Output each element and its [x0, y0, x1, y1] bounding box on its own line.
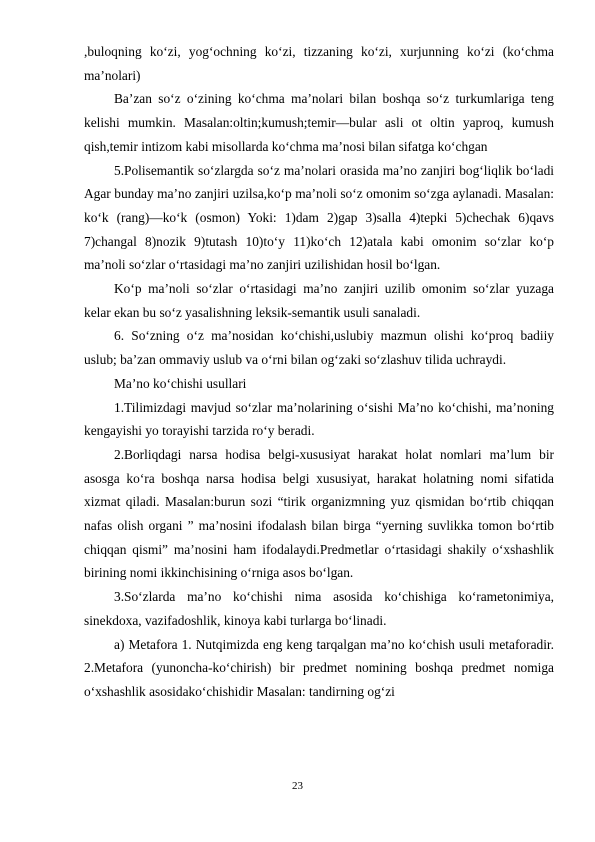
paragraph-4: Ko‘p ma’noli so‘zlar o‘rtasidagi ma’no zanjiri uzilib omonim so‘zlar yuzaga kelar ekan bu so‘z yasalishning leksik-semantik usuli sanaladi.	[84, 281, 554, 320]
page-number: 23	[292, 780, 303, 792]
section-heading: Ma’no ko‘chishi usullari	[114, 375, 247, 391]
paragraph-3: 5.Polisemantik so‘zlargda so‘z ma’nolari orasida ma’no zanjiri bog‘liqlik bo‘ladi Agar bunday ma’no zanjiri uzilsa,ko‘p ma’noli so‘z omonim so‘zga aylanadi. Masalan: ko‘k (rang)—ko‘k (osmon) Yoki: 1)dam 2)gap 3)salla 4)tepki 5)chechak 6)qavs 7)changal 8)nozik 9)tutash 10)to‘y 11)ko‘ch 12)atala kabi omonim so‘zlar ko‘p ma’noli so‘zlar o‘rtasidagi ma’no zanjiri uzilishidan hosil bo‘lgan.	[84, 162, 554, 273]
document-body	[84, 40, 554, 704]
paragraph-1: ,buloqning ko‘zi, yog‘ochning ko‘zi, tizzaning ko‘zi, xurjunning ko‘zi (ko‘chma ma’nolari)	[84, 44, 554, 83]
paragraph-5: 6. So‘zning o‘z ma’nosidan ko‘chishi,uslubiy mazmun olishi ko‘proq badiiy uslub; ba’zan ommaviy uslub va o‘rni bilan og‘zaki so‘zlashuv tilida uchraydi.	[84, 328, 554, 368]
paragraph-9: a) Metafora 1. Nutqimizda eng keng tarqalgan ma’no ko‘chish usuli metaforadir. 2.Metafora (yunoncha-ko‘chirish) bir predmet nomining boshqa predmet nomiga o‘xshashlik asosidako‘chishidir Masalan: tandirning og‘zi	[84, 636, 554, 699]
paragraph-6: 1.Tilimizdagi mavjud so‘zlar ma’nolarining o‘sishi Ma’no ko‘chishi, ma’noning kengayishi yo torayishi tarzida ro‘y beradi.	[84, 399, 554, 439]
paragraph-8: 3.So‘zlarda ma’no ko‘chishi nima asosida ko‘chishiga ko‘rametonimiya, sinekdoxa, vazifadoshlik, kinoya kabi turlarga bo‘linadi.	[84, 589, 554, 628]
paragraph-2: Ba’zan so‘z o‘zining ko‘chma ma’nolari bilan boshqa so‘z turkumlariga teng kelishi mumkin. Masalan:oltin;kumush;temir—bular asli ot oltin yaproq, kumush qish,temir intizom kabi misollarda ko‘chma ma’nosi bilan sifatga ko‘chgan	[84, 91, 554, 154]
paragraph-7: 2.Borliqdagi narsa hodisa belgi-xususiyat harakat holat nomlari ma’lum bir asosga ko‘ra boshqa narsa hodisa belgi xususiyat, harakat holatning nomi sifatida xizmat qiladi. Masalan:burun sozi “tirik organizmning yuz qismidan bo‘rtib chiqqan nafas olish organi ” ma’nosini ifodalash bilan birga “yerning suvlikka tomon bo‘rtib chiqqan qismi” ma’nosini ham ifodalaydi.Predmetlar o‘rtasidagi shakily o‘xshashlik birining nomi ikkinchisining o‘rniga asos bo‘lgan.	[84, 446, 554, 581]
